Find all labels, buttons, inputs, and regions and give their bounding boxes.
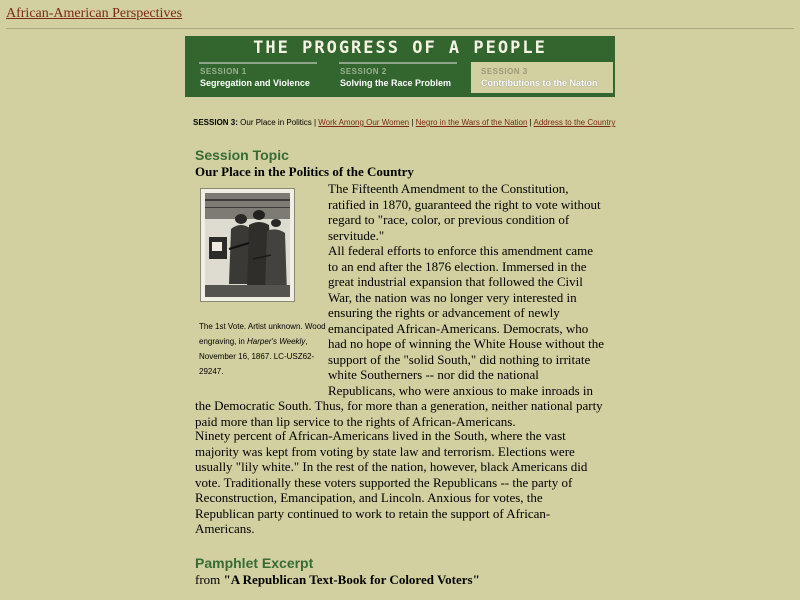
subnav-link-address[interactable]: Address to the Country (533, 118, 616, 127)
pamphlet-source (195, 572, 480, 588)
session-subnav: SESSION 3: Our Place in Politics | Work Among Our Women | Negro in the Wars of the Nation | Address to the Country (193, 118, 616, 127)
perspectives-link[interactable]: African-American Perspectives (6, 6, 183, 21)
session-number: SESSION 3 (481, 67, 528, 76)
pamphlet-excerpt-heading: Pamphlet Excerpt (195, 555, 314, 571)
session-name: Segregation and Violence (200, 78, 310, 88)
pamphlet-title: "A Republican Text-Book for Colored Voters" (223, 572, 480, 587)
paragraph-2 (195, 243, 605, 429)
session-name: Contributions to the Nation (481, 78, 598, 88)
top-nav (6, 6, 182, 22)
image-float-spacer (195, 243, 328, 383)
session-topic-heading: Session Topic (195, 147, 289, 163)
session-name: Solving the Race Problem (340, 78, 452, 88)
paragraph-3: Ninety percent of African-Americans lived in the South, where the vast majority was kept from voting by state law and terrorism. Elections were usually "lily white." In the rest of the nation, however, black Americans did vote. Traditionally these voters supported the Republicans -- the party of Reconstruction, Emancipation, and Lincoln. Anxious for votes, the Republican party continued to work to retain the support of African-Americans. (195, 428, 588, 536)
session-3-tab[interactable] (471, 62, 613, 93)
session-number: SESSION 1 (200, 67, 247, 76)
banner-title: THE PROGRESS OF A PEOPLE (253, 38, 547, 58)
session-number: SESSION 2 (340, 67, 387, 76)
session-divider (199, 62, 317, 64)
caption-text: The 1st Vote. Artist unknown. Wood engraving, in (199, 322, 326, 346)
pamphlet-from: from (195, 572, 221, 587)
divider (6, 28, 794, 29)
banner (185, 36, 615, 97)
subnav-current: Our Place in Politics (240, 118, 312, 127)
subnav-session-label: SESSION 3: (193, 118, 238, 127)
session-2-tab[interactable] (339, 62, 457, 93)
caption-publication: Harper's Weekly (247, 337, 306, 346)
session-1-tab[interactable] (199, 62, 317, 93)
subnav-link-women[interactable]: Work Among Our Women (318, 118, 410, 127)
caption-text: , November 16, 1867. LC-USZ62-29247. (199, 337, 315, 376)
session-divider (339, 62, 457, 64)
session-topic-subheading: Our Place in the Politics of the Country (195, 164, 414, 179)
paragraph-1: The Fifteenth Amendment to the Constitution, ratified in 1870, guaranteed the right to vote without regard to "race, color, or previous condition of servitude." (328, 181, 601, 243)
paragraph-2-text: All federal efforts to enforce this amendment came to an end after the 1876 election. Immersed in the great industrial expansion that followed the Civil War, the nation was no longer very interested in ensuring the rights or advancement of newly emancipated African-Americans. Democrats, who had no hope of winning the White House without the support of the "solid South," did nothing to irritate white Southerners -- nor did the national Republicans, who were anxious to make inroads in the Democratic South. Thus, for more than a generation, neither national party paid more than lip service to the rights of African-Americans. (195, 243, 604, 429)
subnav-link-wars[interactable]: Negro in the Wars of the Nation (415, 118, 528, 127)
